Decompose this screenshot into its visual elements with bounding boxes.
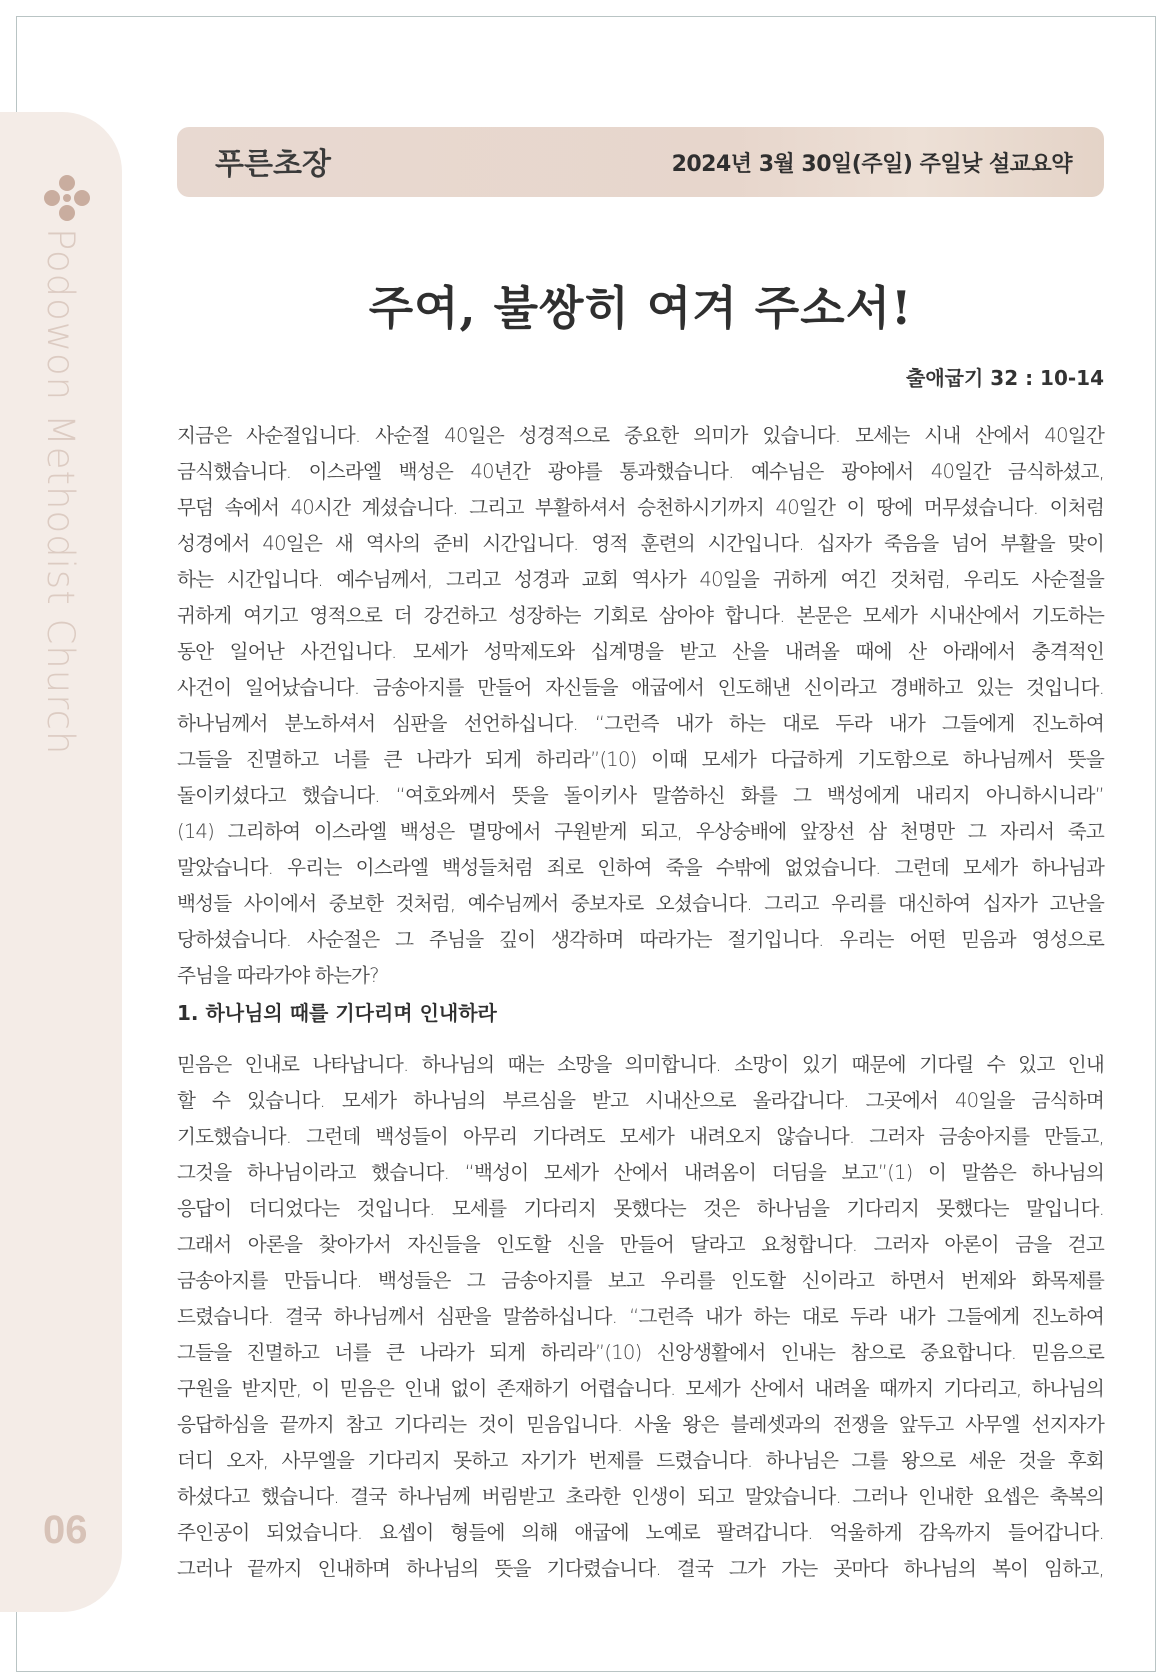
text-line: 그들을 진멸하고 너를 큰 나라가 되게 하리라”(10) 신앙생활에서 인내는 참으로 중요합니다. 믿음으로 <box>177 1341 1104 1364</box>
text-line: 그래서 아론을 찾아가서 자신들을 인도할 신을 만들어 달라고 요청합니다. 그러자 아론이 금을 걷고 <box>177 1233 1104 1256</box>
text-line: 귀하게 여기고 영적으로 더 강건하고 성장하는 기회로 삼아야 합니다. 본문은 모세가 시내산에서 기도하는 <box>177 604 1104 627</box>
text-line: 기도했습니다. 그런데 백성들이 아무리 기다려도 모세가 내려오지 않습니다. 그러자 금송아지를 만들고, <box>177 1125 1104 1148</box>
text-line: 믿음은 인내로 나타납니다. 하나님의 때는 소망을 의미합니다. 소망이 있기 때문에 기다릴 수 있고 인내 <box>177 1053 1104 1076</box>
text-line: 더디 오자, 사무엘을 기다리지 못하고 자기가 번제를 드렸습니다. 하나님은 그를 왕으로 세운 것을 후회 <box>177 1449 1104 1472</box>
text-line: 말았습니다. 우리는 이스라엘 백성들처럼 죄로 인하여 죽을 수밖에 없었습니다. 그런데 모세가 하나님과 <box>177 856 1104 879</box>
page-number: 06 <box>43 1508 88 1552</box>
text-line: 드렸습니다. 결국 하나님께서 심판을 말씀하십니다. “그런즉 내가 하는 대로 두라 내가 그들에게 진노하여 <box>177 1305 1104 1328</box>
text-line: 구원을 받지만, 이 믿음은 인내 없이 존재하기 어렵습니다. 모세가 산에서 내려올 때까지 기다리고, 하나님의 <box>177 1377 1104 1400</box>
text-line: 금송아지를 만듭니다. 백성들은 그 금송아지를 보고 우리를 인도할 신이라고 하면서 번제와 화목제를 <box>177 1269 1104 1292</box>
text-line: 무덤 속에서 40시간 계셨습니다. 그리고 부활하셔서 승천하시기까지 40일간 이 땅에 머무셨습니다. 이처럼 <box>177 496 1104 519</box>
text-line: 백성들 사이에서 중보한 것처럼, 예수님께서 중보자로 오셨습니다. 그리고 우리를 대신하여 십자가 고난을 <box>177 892 1104 915</box>
text-line: 하는 시간입니다. 예수님께서, 그리고 성경과 교회 역사가 40일을 귀하게 여긴 것처럼, 우리도 사순절을 <box>177 568 1104 591</box>
scripture-reference: 출애굽기 32 : 10-14 <box>906 366 1104 390</box>
intro-paragraph <box>177 418 1104 994</box>
text-line: 지금은 사순절입니다. 사순절 40일은 성경적으로 중요한 의미가 있습니다. 모세는 시내 산에서 40일간 <box>177 424 1104 447</box>
text-line: 당하셨습니다. 사순절은 그 주님을 깊이 생각하며 따라가는 절기입니다. 우리는 어떤 믿음과 영성으로 <box>177 928 1104 951</box>
header-bar <box>177 127 1104 197</box>
section-heading: 1. 하나님의 때를 기다리며 인내하라 <box>177 1001 497 1025</box>
text-line: 응답이 더디었다는 것입니다. 모세를 기다리지 못했다는 것은 하나님을 기다리지 못했다는 말입니다. <box>177 1197 1104 1220</box>
text-line: 금식했습니다. 이스라엘 백성은 40년간 광야를 통과했습니다. 예수님은 광야에서 40일간 금식하셨고, <box>177 460 1104 483</box>
section-paragraph <box>177 1047 1104 1587</box>
text-line: 성경에서 40일은 새 역사의 준비 시간입니다. 영적 훈련의 시간입니다. 십자가 죽음을 넘어 부활을 맞이 <box>177 532 1104 555</box>
text-line: 그러나 끝까지 인내하며 하나님의 뜻을 기다렸습니다. 결국 그가 가는 곳마다 하나님의 복이 임하고, <box>177 1557 1104 1580</box>
text-line: 주님을 따라가야 하는가? <box>177 964 379 987</box>
text-line: 주인공이 되었습니다. 요셉이 형들에 의해 애굽에 노예로 팔려갑니다. 억울하게 감옥까지 들어갑니다. <box>177 1521 1104 1544</box>
sermon-title: 주여, 불쌍히 여겨 주소서! <box>368 281 913 335</box>
sermon-date: 2024년 3월 30일(주일) 주일낮 설교요약 <box>671 152 1072 177</box>
text-line: 사건이 일어났습니다. 금송아지를 만들어 자신들을 애굽에서 인도해낸 신이라고 경배하고 있는 것입니다. <box>177 676 1104 699</box>
text-line: 하나님께서 분노하셔서 심판을 선언하십니다. “그런즉 내가 하는 대로 두라 내가 그들에게 진노하여 <box>177 712 1104 735</box>
church-name: Podowon Methodist Church <box>39 228 82 756</box>
section-title: 푸른초장 <box>215 147 331 182</box>
text-line: 그들을 진멸하고 너를 큰 나라가 되게 하리라”(10) 이때 모세가 다급하게 기도함으로 하나님께서 뜻을 <box>177 748 1104 771</box>
text-line: 할 수 있습니다. 모세가 하나님의 부르심을 받고 시내산으로 올라갑니다. 그곳에서 40일을 금식하며 <box>177 1089 1104 1112</box>
quatrefoil-cross-icon <box>44 175 90 221</box>
text-line: 그것을 하나님이라고 했습니다. “백성이 모세가 산에서 내려옴이 더딤을 보고”(1) 이 말씀은 하나님의 <box>177 1161 1104 1184</box>
text-line: 응답하심을 끝까지 참고 기다리는 것이 믿음입니다. 사울 왕은 블레셋과의 전쟁을 앞두고 사무엘 선지자가 <box>177 1413 1104 1436</box>
text-line: 동안 일어난 사건입니다. 모세가 성막제도와 십계명을 받고 산을 내려올 때에 산 아래에서 충격적인 <box>177 640 1104 663</box>
text-line: 하셨다고 했습니다. 결국 하나님께 버림받고 초라한 인생이 되고 말았습니다. 그러나 인내한 요셉은 축복의 <box>177 1485 1104 1508</box>
text-line: 돌이키셨다고 했습니다. “여호와께서 뜻을 돌이키사 말씀하신 화를 그 백성에게 내리지 아니하시니라” <box>177 784 1104 807</box>
text-line: (14) 그리하여 이스라엘 백성은 멸망에서 구원받게 되고, 우상숭배에 앞장선 삼 천명만 그 자리서 죽고 <box>177 820 1104 843</box>
